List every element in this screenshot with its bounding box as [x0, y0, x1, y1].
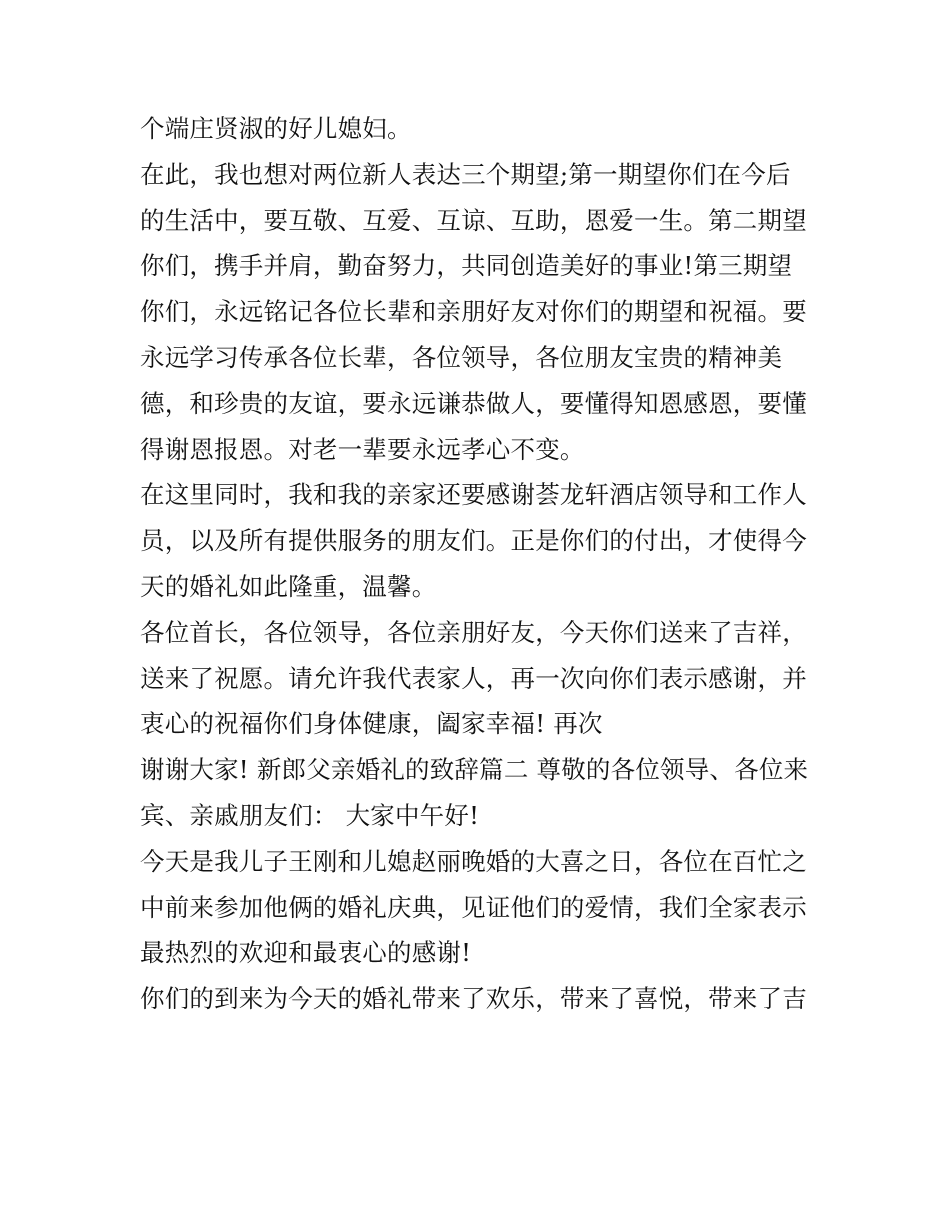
text-line: 你们，永远铭记各位长辈和亲朋好友对你们的期望和祝福。要	[140, 297, 807, 327]
text-line: 个端庄贤淑的好儿媳妇。	[140, 114, 412, 143]
text-line: 你们的到来为今天的婚礼带来了欢乐，带来了喜悦，带来了吉	[140, 984, 807, 1014]
text-line: 在此，我也想对两位新人表达三个期望;第一期望你们在今后	[140, 159, 791, 189]
text-line: 谢谢大家! 新郎父亲婚礼的致辞篇二 尊敬的各位领导、各位来	[140, 755, 809, 785]
text-line: 永远学习传承各位长辈，各位领导，各位朋友宝贵的精神美	[140, 342, 783, 372]
document-body	[140, 106, 820, 1022]
text-line: 天的婚礼如此隆重，温馨。	[140, 571, 437, 601]
text-line: 员，以及所有提供服务的朋友们。正是你们的付出，才使得今	[140, 526, 807, 556]
text-line: 得谢恩报恩。对老一辈要永远孝心不变。	[140, 434, 585, 464]
text-line: 送来了祝愿。请允许我代表家人，再一次向你们表示感谢，并	[140, 663, 807, 693]
text-line: 今天是我儿子王刚和儿媳赵丽晚婚的大喜之日，各位在百忙之	[140, 846, 807, 876]
text-line: 你们，携手并肩，勤奋努力，共同创造美好的事业!第三期望	[140, 251, 793, 281]
text-line: 宾、亲戚朋友们： 大家中午好!	[140, 800, 480, 830]
text-line: 在这里同时，我和我的亲家还要感谢荟龙轩酒店领导和工作人	[140, 480, 807, 510]
text-line: 的生活中，要互敬、互爱、互谅、互助，恩爱一生。第二期望	[140, 205, 807, 235]
text-line: 衷心的祝福你们身体健康，阖家幸福! 再次	[140, 709, 603, 739]
text-line: 德，和珍贵的友谊，要永远谦恭做人，要懂得知恩感恩，要懂	[140, 388, 807, 418]
text-line: 各位首长，各位领导，各位亲朋好友，今天你们送来了吉祥，	[140, 617, 807, 647]
text-line: 最热烈的欢迎和最衷心的感谢!	[140, 938, 472, 968]
text-line: 中前来参加他俩的婚礼庆典，见证他们的爱情，我们全家表示	[140, 892, 807, 922]
